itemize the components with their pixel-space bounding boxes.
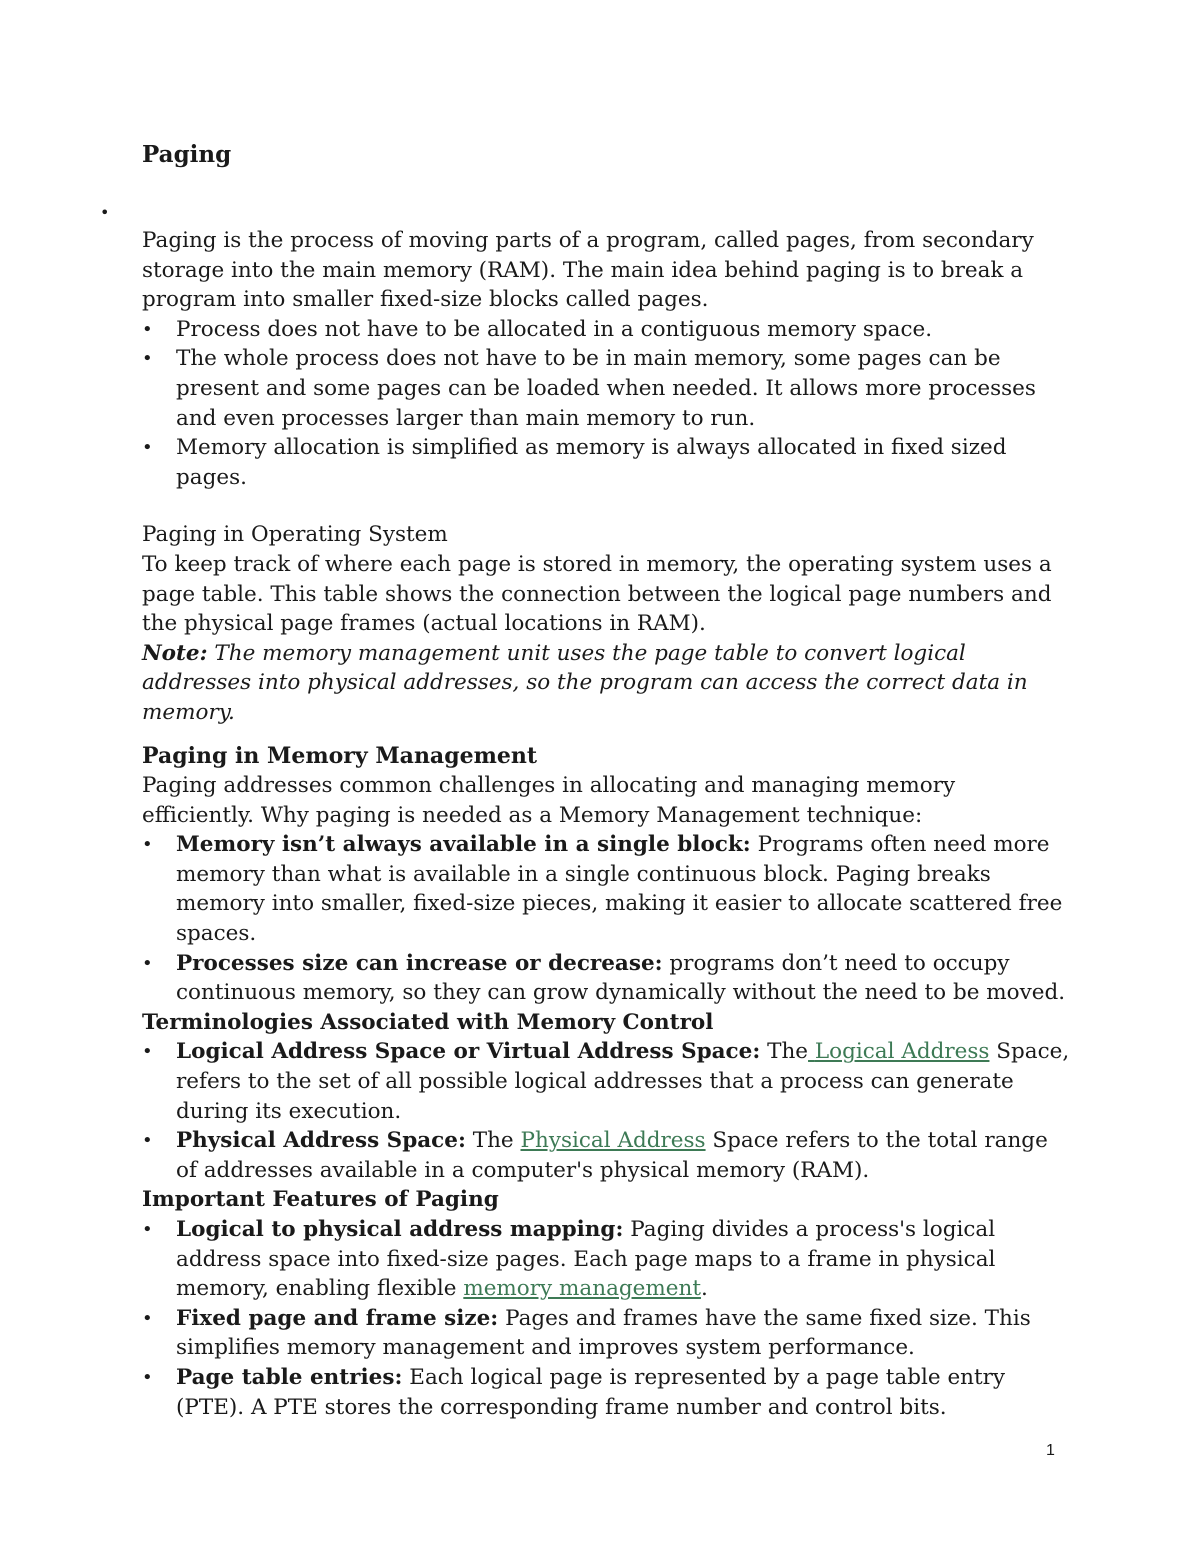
page-number: 1	[1046, 1442, 1055, 1459]
bullet-text: The	[767, 1039, 809, 1065]
list-item	[142, 1037, 1072, 1126]
list-item: • Memory allocation is simplified as memory is always allocated in fixed sized pages.	[142, 433, 1072, 492]
bullet-text: Space, refers to the set of all possible logical addresses that a process can generate during its execution.	[176, 1039, 1070, 1124]
bullet-label: Physical Address Space:	[176, 1128, 466, 1154]
note-paragraph	[142, 639, 1072, 728]
bullet-text: The	[472, 1128, 514, 1154]
bullet-text: Each logical page is represented by a page table entry (PTE). A PTE stores the corresponding frame number and control bits.	[176, 1364, 1006, 1420]
list-item	[142, 1304, 1072, 1363]
bullet-label: Memory isn’t always available in a single block:	[176, 832, 751, 858]
bullet-label: Fixed page and frame size:	[176, 1305, 499, 1331]
bullet-text: Paging divides a process's logical address space into fixed-size pages. Each page maps to a frame in physical memory, enabling flexible	[176, 1217, 996, 1302]
bullet-text: Space refers to the total range of addresses available in a computer's physical memory (RAM).	[176, 1128, 1048, 1183]
bullet-text-tail: .	[700, 1276, 708, 1302]
empty-bullet: •	[100, 203, 110, 222]
list-item	[142, 949, 1072, 1008]
features-section-heading: Important Features of Paging	[142, 1187, 499, 1213]
document-body	[142, 226, 1072, 1422]
bullet-label: Page table entries:	[176, 1364, 403, 1390]
mm-bullet-list	[142, 830, 1072, 1008]
note-label: Note:	[142, 640, 208, 666]
features-bullet-list	[142, 1215, 1072, 1422]
logical-address-link[interactable]	[808, 1039, 989, 1064]
note-text: The memory management unit uses the page table to convert logical addresses into physical addresses, so the program can access the correct data in memory.	[142, 640, 1028, 725]
bullet-label: Logical to physical address mapping:	[176, 1217, 624, 1242]
os-section-text: To keep track of where each page is stored in memory, the operating system uses a page table. This table shows the connection between the logical page numbers and the physical page frames (actual locations in RAM).	[142, 551, 1052, 637]
terms-bullet-list	[142, 1037, 1072, 1185]
bullet-text: programs don’t need to occupy continuous memory, so they can grow dynamically without the need to be moved.	[176, 950, 1066, 1006]
list-item	[142, 830, 1072, 948]
bullet-label: Processes size can increase or decrease:	[176, 950, 663, 976]
mm-section-heading: Paging in Memory Management	[142, 742, 538, 769]
intro-bullet-list	[142, 315, 1072, 493]
os-section-heading: Paging in Operating System	[142, 522, 448, 548]
list-item	[142, 1126, 1072, 1185]
bullet-text: Programs often need more memory than what is available in a single continuous block. Paging breaks memory into smaller, fixed-size pieces, making it easier to allocate scattered free spaces.	[176, 832, 1063, 947]
mm-section-text: Paging addresses common challenges in allocating and managing memory efficiently. Why paging is needed as a Memory Management technique:	[142, 773, 956, 828]
list-item: • The whole process does not have to be in main memory, some pages can be present and some pages can be loaded when needed. It allows more processes and even processes larger than main memory to run.	[142, 344, 1072, 433]
terms-section-heading: Terminologies Associated with Memory Control	[142, 1009, 714, 1035]
memory-management-link[interactable]: memory management	[463, 1276, 701, 1302]
link-text: Logical Address	[814, 1039, 990, 1065]
list-item	[142, 1215, 1072, 1304]
list-item: • Process does not have to be allocated in a contiguous memory space.	[142, 315, 1072, 345]
bullet-label: Logical Address Space or Virtual Address Space:	[176, 1039, 761, 1065]
physical-address-link[interactable]: Physical Address	[520, 1128, 706, 1154]
intro-paragraph: Paging is the process of moving parts of a program, called pages, from secondary storage into the main memory (RAM). The main idea behind paging is to break a program into smaller fixed-size blocks called pages.	[142, 228, 1034, 313]
bullet-text: Pages and frames have the same fixed size. This simplifies memory management and improves system performance.	[176, 1305, 1031, 1361]
list-item	[142, 1363, 1072, 1422]
page-title: Paging	[142, 141, 232, 168]
